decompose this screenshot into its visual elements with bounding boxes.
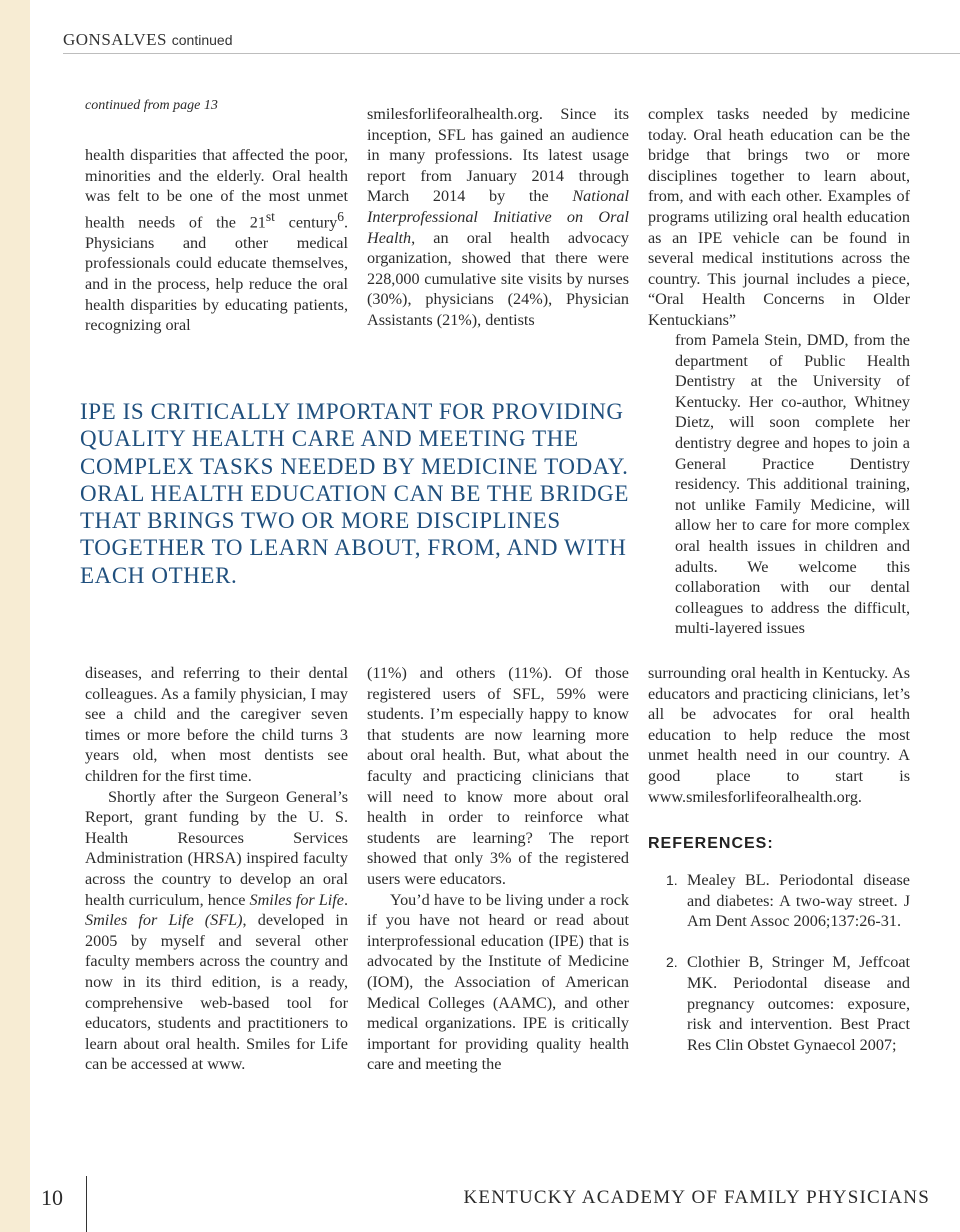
reference-text: Mealey BL. Periodontal disease and diabetes: A two-way street. J Am Dent Assoc 2006;137:26-31. xyxy=(687,871,910,931)
column-3-top xyxy=(648,104,910,331)
continued-from-note: continued from page 13 xyxy=(85,98,218,113)
side-color-band xyxy=(0,0,30,1232)
paragraph: complex tasks needed by medicine today. Oral heath education can be the bridge that brings two or more disciplines together to learn about, from, and with each other. Examples of programs utilizing oral health education as an IPE vehicle can be found in several medical institutions across the country. This journal includes a piece, “Oral Health Concerns in Older Kentuckians” xyxy=(648,105,910,329)
column-2-bottom xyxy=(367,663,629,1075)
reference-number: 2. xyxy=(666,954,678,971)
column-1-top xyxy=(85,145,348,336)
italic-title: Smiles for Life (SFL) xyxy=(85,911,243,930)
paragraph: diseases, and referring to their dental colleagues. As a family physician, I may see a child and the caregiver seven times or more before the child turns 3 years old, when most dentists see children for the first time. xyxy=(85,664,348,785)
paragraph: You’d have to be living under a rock if you have not heard or read about interprofessional education (IPE) that is advocated by the Institute of Medicine (IOM), the Association of American Medical Colleges (AAMC), and other medical organizations. IPE is critically important for providing quality health care and meeting the xyxy=(367,890,629,1074)
publication-title: KENTUCKY ACADEMY OF FAMILY PHYSICIANS xyxy=(463,1187,930,1208)
reference-text: Clothier B, Stringer M, Jeffcoat MK. Periodontal disease and pregnancy outcomes: exposure, risk and intervention. Best Pract Res Clin Obstet Gynaecol 2007; xyxy=(687,953,910,1054)
reference-number: 1. xyxy=(666,872,678,888)
running-head-name: GONSALVES xyxy=(63,30,168,49)
paragraph: health disparities that affected the poor, minorities and the elderly. Oral health was felt to be one of the most unmet health needs of the 21st century$^6$. Physicians and other medical professionals could educate themselves, and in the process, help reduce the oral health disparities by educating patients, recognizing oral xyxy=(85,146,348,335)
reference-item xyxy=(648,952,910,1055)
italic-title: National Interprofessional Initiative on Oral Health xyxy=(367,187,629,247)
column-3-bottom xyxy=(648,663,910,807)
footnote-marker: 6 xyxy=(337,208,344,224)
references-heading: REFERENCES: xyxy=(648,835,774,852)
pull-quote: IPE IS CRITICALLY IMPORTANT FOR PROVIDING QUALITY HEALTH CARE AND MEETING THE COMPLEX TASKS NEEDED BY MEDICINE TODAY. ORAL HEALTH EDUCATION CAN BE THE BRIDGE THAT BRINGS TWO OR MORE DISCIPLINES TOGETHER TO LEARN ABOUT, FROM, AND WITH EACH OTHER. xyxy=(80,399,629,588)
page-number: 10 xyxy=(41,1185,63,1210)
reference-item xyxy=(648,870,910,932)
paragraph: surrounding oral health in Kentucky. As educators and practicing clinicians, let’s all be advocates for oral health education to help reduce the most unmet health need in our country. A good place to start is www.smilesforlifeoralhealth.org. xyxy=(648,664,910,806)
column-2-top xyxy=(367,104,629,331)
column-3-indented xyxy=(675,330,910,639)
references-list xyxy=(648,870,910,1055)
column-1-bottom xyxy=(85,663,348,1075)
running-head xyxy=(63,30,232,50)
running-head-suffix: continued xyxy=(171,32,233,48)
paragraph: Shortly after the Surgeon General’s Report, grant funding by the U. S. Health Resources Services Administration (HRSA) inspired faculty across the country to develop an oral health curriculum, hence Smiles for Life. Smiles for Life (SFL), developed in 2005 by myself and several other faculty members across the country and now in its third edition, is a ready, comprehensive web-based tool for educators, students and practitioners to learn about oral health. Smiles for Life can be accessed at www. xyxy=(85,787,348,1074)
paragraph: smilesforlifeoralhealth.org. Since its inception, SFL has gained an audience in many professions. Its latest usage report from January 2014 through March 2014 by the National Interprofessional Initiative on Oral Health, an oral health advocacy organization, showed that there were 228,000 cumulative site visits by nurses (30%), physicians (24%), Physician Assistants (21%), dentists xyxy=(367,105,629,329)
italic-title: Smiles for Life xyxy=(249,890,344,909)
footer-divider xyxy=(86,1176,87,1232)
superscript-st: st xyxy=(265,208,275,224)
header-rule xyxy=(63,53,960,54)
paragraph: (11%) and others (11%). Of those registered users of SFL, 59% were students. I’m especially happy to know that students are now learning more about oral health. But, what about the faculty and practicing clinicians that will need to know more about oral health in order to reinforce what students are learning? The report showed that only 3% of the registered users were educators. xyxy=(367,664,629,888)
paragraph: from Pamela Stein, DMD, from the department of Public Health Dentistry at the University of Kentucky. Her co-author, Whitney Dietz, will soon complete her dentistry degree and hopes to join a General Practice Dentistry residency. This additional training, not unlike Family Medicine, will allow her to care for more complex oral health issues in children and adults. We welcome this collaboration with our dental colleagues to address the difficult, multi-layered issues xyxy=(675,331,910,638)
